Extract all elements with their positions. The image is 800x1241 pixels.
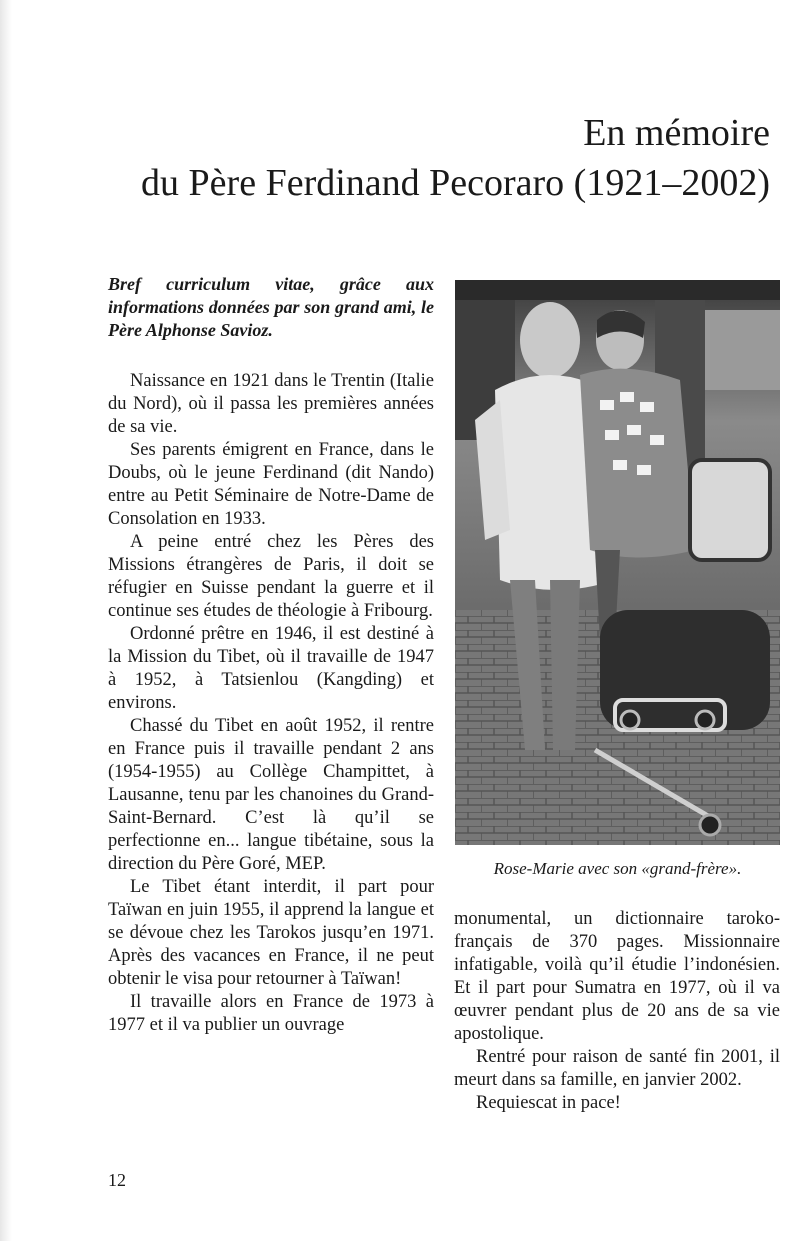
page-title [100, 108, 770, 208]
paragraph-continuation: monumental, un dictionnaire taroko-français de 370 pages. Missionnaire infatigable, voilà qu’il étudie l’indonésien. Et il part pour Sumatra en 1977, où il va œuvrer pendant plus de 20 ans de sa vie apostolique. [454, 909, 780, 1044]
paragraph-parents: Ses parents émigrent en France, dans le Doubs, où le jeune Ferdinand (dit Nando) entre au Petit Séminaire de Notre-Dame de Consolation en 1933. [108, 440, 434, 529]
paragraph-expulsion: Chassé du Tibet en août 1952, il rentre en France puis il travaille pendant 2 ans (1954-1955) au Collège Champittet, à Lausanne, tenu par les chanoines du Grand-Saint-Bernard. C’est là qu’il se perfectionne en... langue tibétaine, sous la direction du Père Goré, MEP. [108, 716, 434, 874]
paragraph-ordination: Ordonné prêtre en 1946, il est destiné à la Mission du Tibet, où il travaille de 1947 à 1952, à Tatsienlou (Kangding) et environs. [108, 624, 434, 713]
left-column [108, 273, 434, 1037]
intro-text: Bref curriculum vitae, grâce aux informations données par son grand ami, le Père Alphonse Savioz. [108, 274, 434, 340]
page-gutter-shadow [0, 0, 12, 1241]
page-number: 12 [108, 1170, 126, 1190]
title-line-1: En mémoire [583, 112, 770, 154]
photo-caption: Rose-Marie avec son «grand-frère». [493, 859, 742, 878]
paragraph-death: Rentré pour raison de santé fin 2001, il meurt dans sa famille, en janvier 2002. [454, 1047, 780, 1090]
paragraph-requiescat: Requiescat in pace! [476, 1093, 621, 1113]
photo-illustration [455, 280, 780, 845]
right-column [454, 908, 780, 1115]
paragraph-missions: A peine entré chez les Pères des Missions étrangères de Paris, il doit se réfugier en Suisse pendant la guerre et il continue ses études de théologie à Fribourg. [108, 532, 434, 621]
title-line-2: du Père Ferdinand Pecoraro (1921–2002) [141, 162, 770, 204]
paragraph-birth: Naissance en 1921 dans le Trentin (Italie du Nord), où il passa les premières années de sa vie. [108, 371, 434, 437]
paragraph-france: Il travaille alors en France de 1973 à 1977 et il va publier un ouvrage [108, 992, 434, 1035]
photo-rose-marie-and-father [455, 280, 780, 845]
paragraph-taiwan: Le Tibet étant interdit, il part pour Taïwan en juin 1955, il apprend la langue et se dévoue chez les Tarokos jusqu’en 1971. Après des vacances en France, il ne peut obtenir le visa pour retourner à Taïwan! [108, 877, 434, 989]
